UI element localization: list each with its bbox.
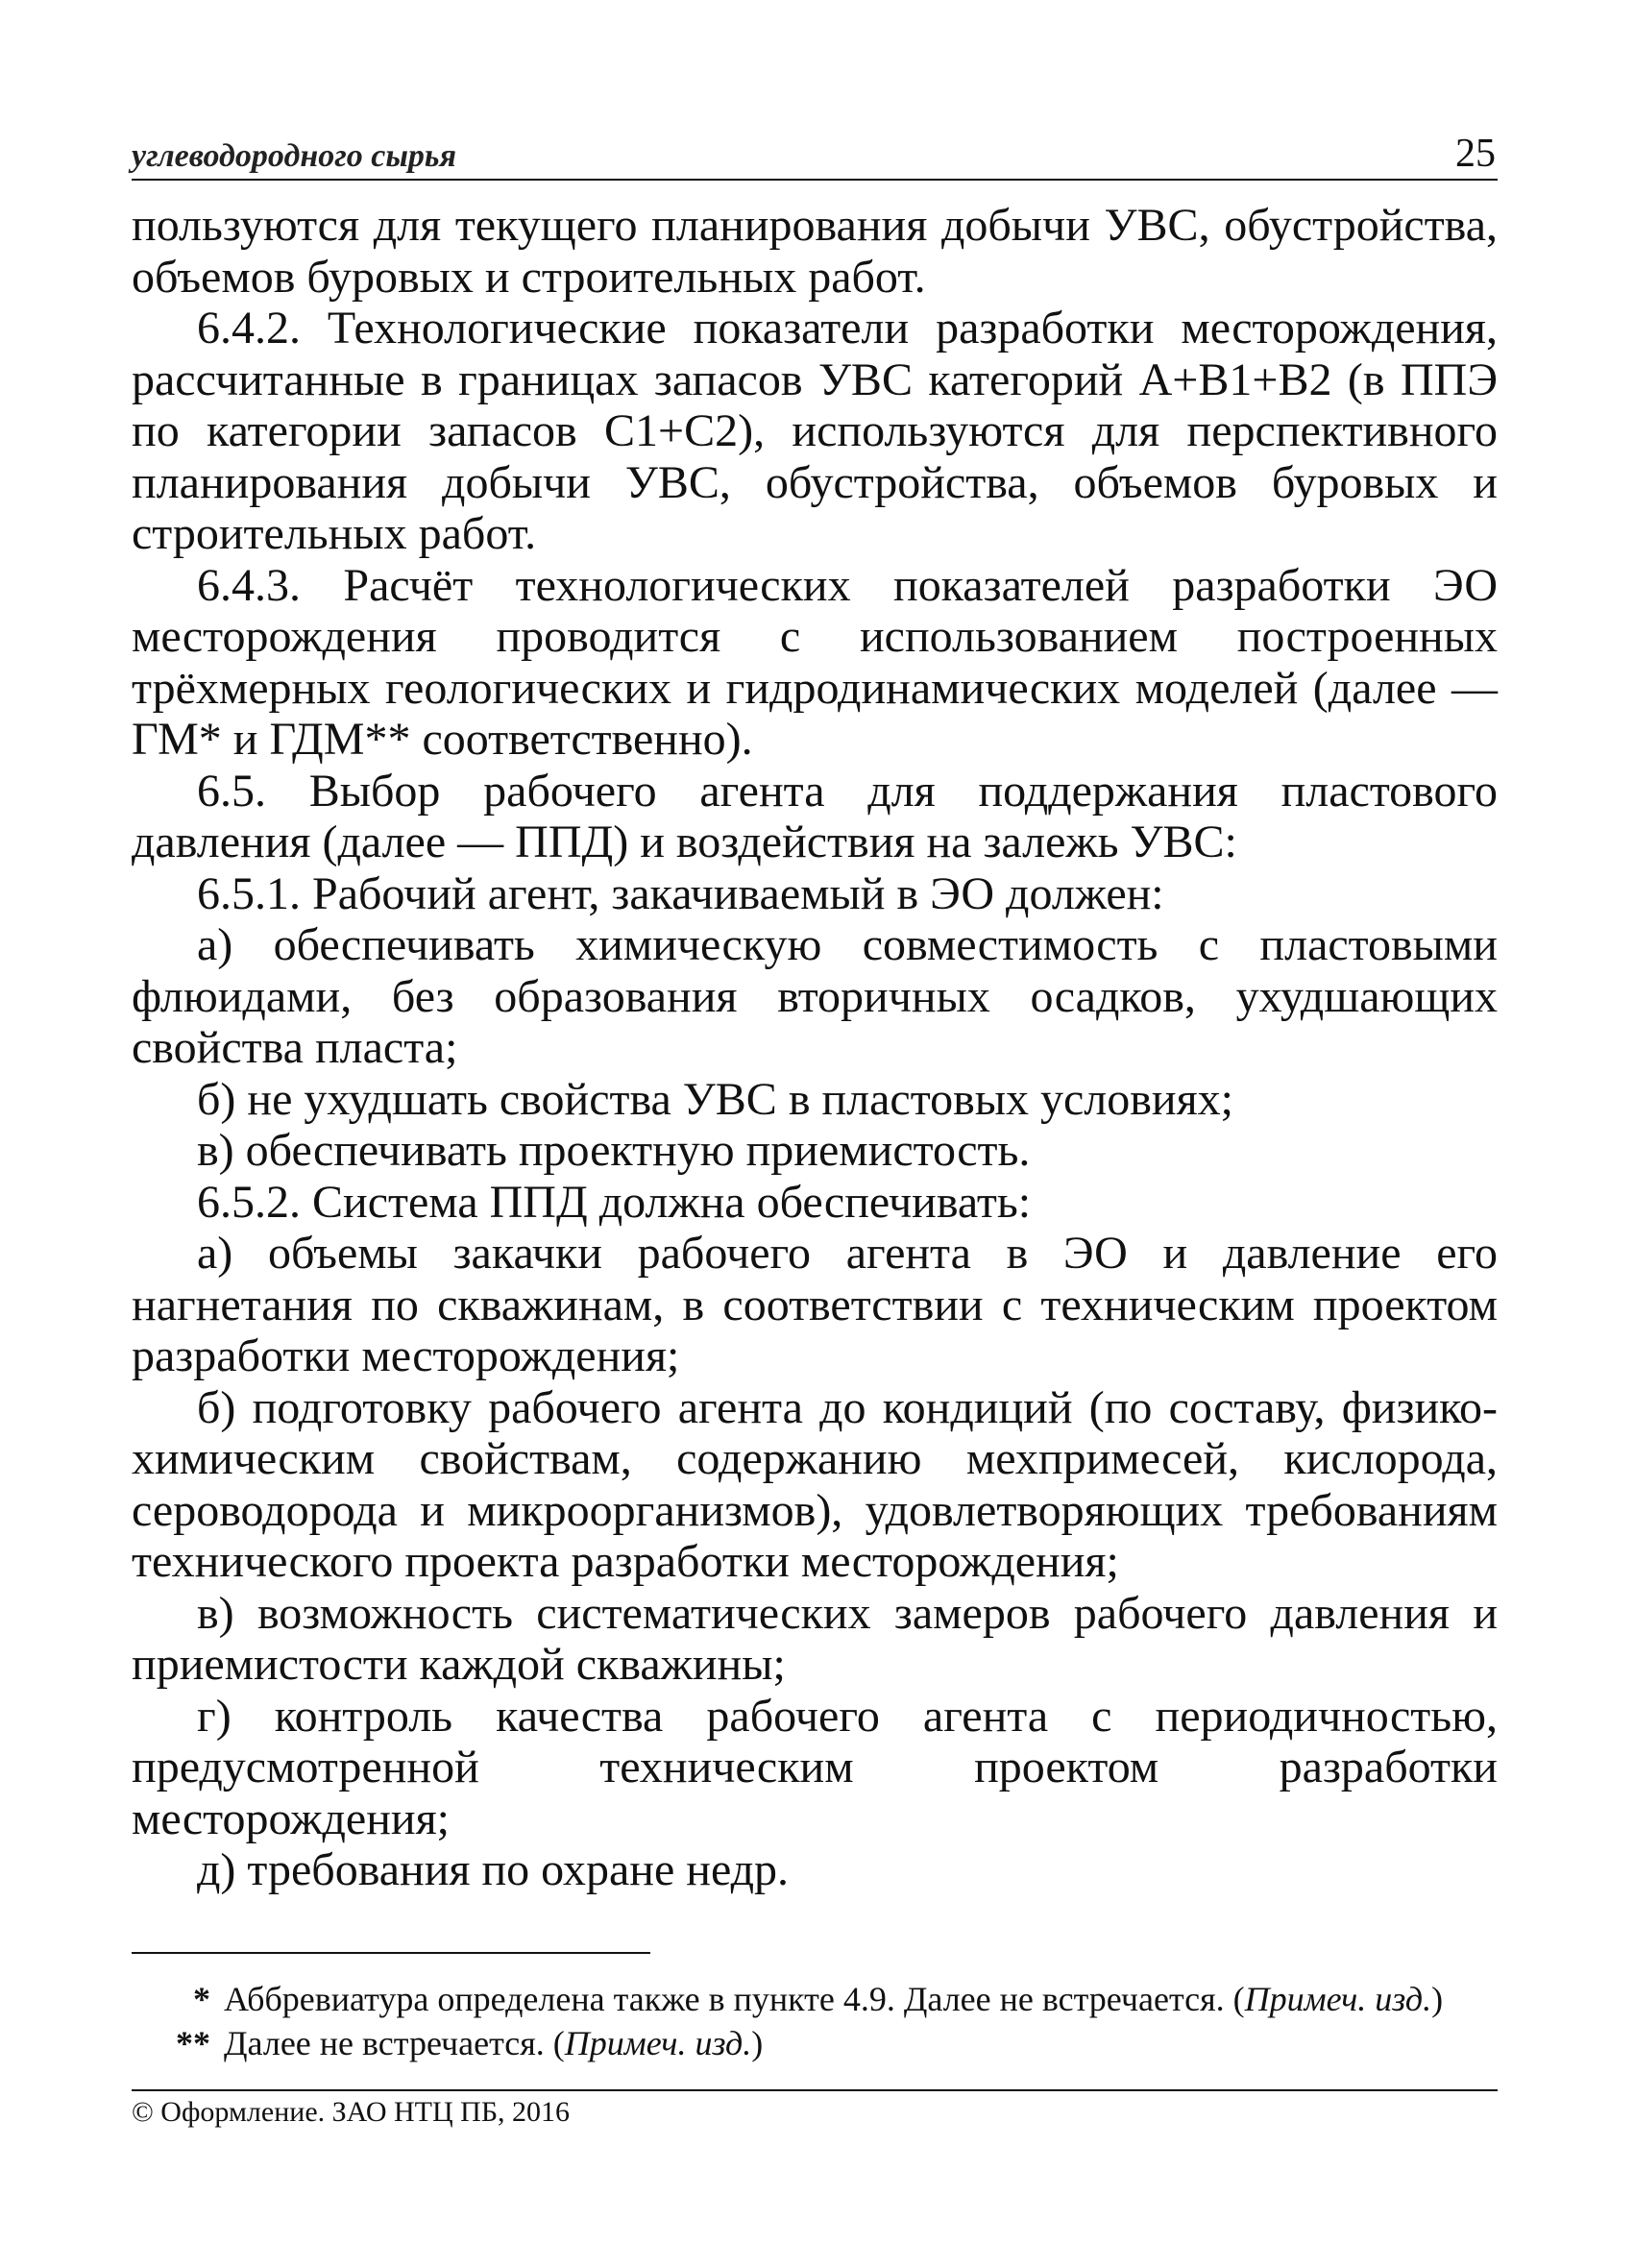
paragraph-6-4-3: 6.4.3. Расчёт технологических показателей разработки ЭО месторождения проводится с использованием построенных трёхмерных геологических и гидродинамических моделей (далее — ГМ* и ГДМ** соответственно). [132, 559, 1498, 765]
paragraph-6-5-2: 6.5.2. Система ППД должна обеспечивать: [197, 1176, 1032, 1228]
list-item-6-5-2-a: а) объемы закачки рабочего агента в ЭО и давление его нагнетания по скважинам, в соответствии с техническим проектом разработки месторождения; [132, 1228, 1498, 1381]
footnote-text: Далее не встречается. (Примеч. изд.) [224, 2024, 764, 2062]
footnote-divider [132, 1952, 650, 1954]
paragraph-6-5: 6.5. Выбор рабочего агента для поддержания пластового давления (далее — ППД) и воздействия на залежь УВС: [132, 765, 1498, 867]
list-item-6-5-2-g: г) контроль качества рабочего агента с периодичностью, предусмотренной техническим проектом разработки месторождения; [132, 1690, 1498, 1844]
paragraph-continuation: пользуются для текущего планирования добычи УВС, обустройства, объемов буровых и строительных работ. [132, 200, 1498, 303]
editor-note: Примеч. изд. [564, 2024, 752, 2062]
paragraph-6-4-2: 6.4.2. Технологические показатели разработки месторождения, рассчитанные в границах запасов УВС категорий А+В1+В2 (в ППЭ по категории запасов С1+С2), используются для перспективного планирования добычи УВС, обустройства, объемов буровых и строительных работ. [132, 303, 1498, 559]
running-title: углеводородного сырья [132, 138, 456, 174]
bottom-divider [132, 2089, 1498, 2091]
footnote [132, 1977, 1498, 2021]
footnote-mark: * [193, 1980, 210, 2018]
editor-note: Примеч. изд. [1244, 1980, 1432, 2018]
list-item-6-5-1-b: б) не ухудшать свойства УВС в пластовых условиях; [197, 1073, 1234, 1125]
list-item-6-5-2-d: д) требования по охране недр. [197, 1844, 790, 1895]
list-item-6-5-1-v: в) обеспечивать проектную приемистость. [197, 1125, 1031, 1176]
footnote-text: Аббревиатура определена также в пункте 4.9. Далее не встречается. (Примеч. изд.) [224, 1980, 1444, 2018]
footnotes [132, 1977, 1498, 2065]
footnote-mark: ** [176, 2024, 210, 2062]
copyright-notice: © Оформление. ЗАО НТЦ ПБ, 2016 [132, 2096, 571, 2128]
list-item-6-5-1-a: а) обеспечивать химическую совместимость с пластовыми флюидами, без образования вторичных осадков, ухудшающих свойства пласта; [132, 919, 1498, 1073]
paragraph-6-5-1: 6.5.1. Рабочий агент, закачиваемый в ЭО должен: [197, 867, 1164, 919]
footnote [132, 2021, 1498, 2065]
page-number: 25 [1455, 132, 1496, 176]
list-item-6-5-2-b: б) подготовку рабочего агента до кондиций (по составу, физико-химическим свойствам, содержанию мехпримесей, кислорода, сероводорода и микроорганизмов), удовлетворяющих требованиям технического проекта разработки месторождения; [132, 1381, 1498, 1587]
body-text [132, 200, 1498, 1896]
running-header [132, 125, 1498, 181]
list-item-6-5-2-v: в) возможность систематических замеров рабочего давления и приемистости каждой скважины; [132, 1587, 1498, 1690]
